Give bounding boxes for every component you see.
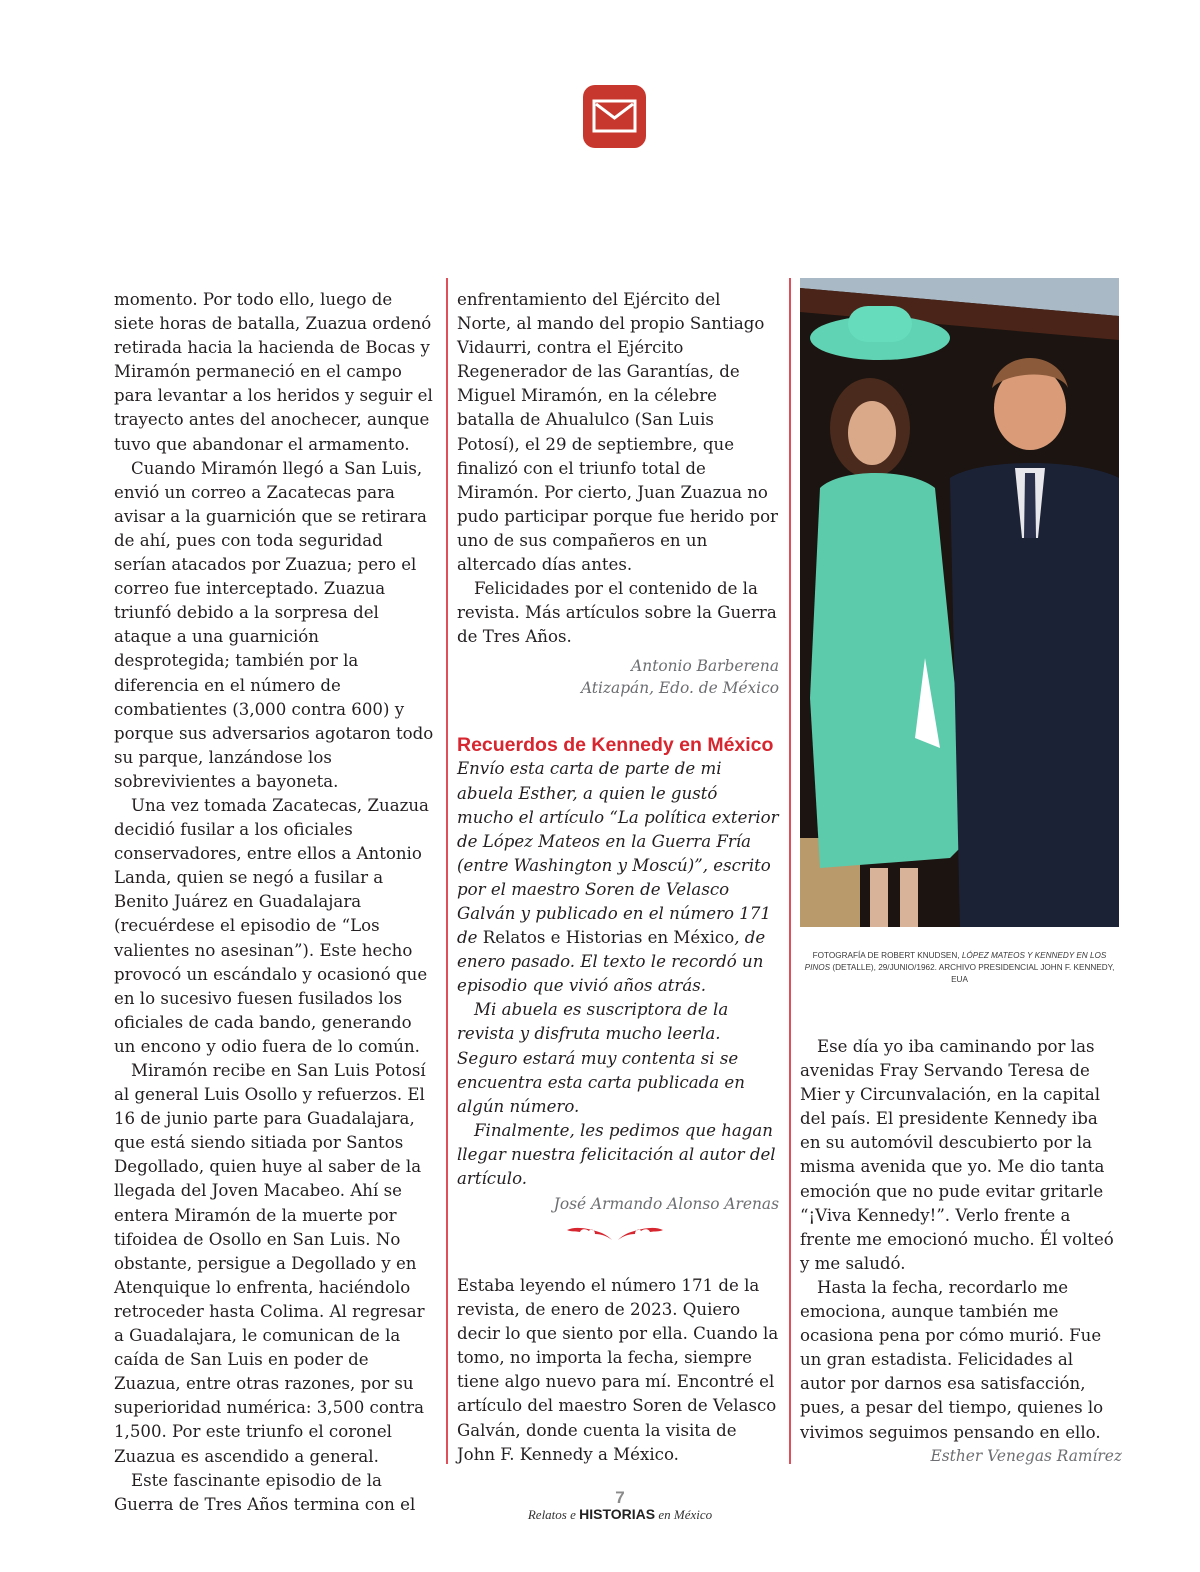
paragraph: Una vez tomada Zacatecas, Zuazua decidió fusilar a los oficiales conservadores, entre ellos a Antonio Landa, quien se negó a fusilar a Benito Juárez en Guadalajara (recuérdese el episodio de “Los valientes no asesinan”). Este hecho provocó un escándalo y ocasionó que en lo sucesivo fuesen fusilados los oficiales de cada bando, generando un encono y odio fuera de lo común. bbox=[114, 795, 429, 1056]
kennedy-photo bbox=[800, 278, 1119, 927]
paragraph: Finalmente, les pedimos que hagan llegar nuestra felicitación al autor del artículo. bbox=[457, 1120, 776, 1188]
text: en México bbox=[655, 1507, 713, 1522]
signature-name: Esther Venegas Ramírez bbox=[930, 1446, 1122, 1465]
letters-column-2 bbox=[457, 288, 779, 1215]
paragraph: Ese día yo iba caminando por las avenidas Fray Servando Teresa de Mier y Circunvalación, en la capital del país. El presidente Kennedy iba en su automóvil descubierto por la misma avenida que yo. Me dio tanta emoción que no pude evitar gritarle “¡Viva Kennedy!”. Verlo frente a frente me emocionó mucho. Él volteó y me saludó. bbox=[800, 1037, 1114, 1273]
column-divider bbox=[446, 278, 448, 1464]
page-number: 7 bbox=[615, 1488, 625, 1507]
signature-name: José Armando Alonso Arenas bbox=[553, 1195, 779, 1214]
photo-caption bbox=[800, 950, 1119, 986]
caption-text: (DETALLE), 29/JUNIO/1962. ARCHIVO PRESIDENCIAL JOHN F. KENNEDY, EUA bbox=[830, 963, 1115, 984]
paragraph: enfrentamiento del Ejército del Norte, al mando del propio Santiago Vidaurri, contra el Ejército Regenerador de las Garantías, de Miguel Miramón, en la célebre batalla de Ahualulco (San Luis Potosí), el 29 de septiembre, que finalizó con el triunfo total de Miramón. Por cierto, Juan Zuazua no pudo participar porque fue herido por uno de sus compañeros en un altercado días antes. bbox=[457, 290, 778, 575]
paragraph: Mi abuela es suscriptora de la revista y disfruta mucho leerla. Seguro estará muy contenta si se encuentra esta carta publicada en algún número. bbox=[457, 1000, 745, 1116]
paragraph: Cuando Miramón llegó a San Luis, envió un correo a Zacatecas para avisar a la guarnición que se retirara de ahí, pues con toda seguridad serían atacados por Zuazua; pero el correo fue interceptado. Zuazua triunfó debido a la sorpresa del ataque a una guarnición desprotegida; también por la diferencia en el número de combatientes (3,000 contra 600) y porque sus adversarios agotaron todo su parque, lanzándose los sobrevivientes a bayoneta. bbox=[114, 458, 434, 791]
paragraph bbox=[457, 757, 779, 998]
paragraph: Miramón recibe en San Luis Potosí al general Luis Osollo y refuerzos. El 16 de junio parte para Guadalajara, que está siendo sitiada por Santos Degollado, quien huye al saber de la llegada del Joven Macabeo. Ahí se entera Miramón de la muerte por tifoidea de Osollo en San Luis. No obstante, persigue a Degollado y en Atenquique lo enfrenta, haciéndolo retroceder hasta Colima. Al regresar a Guadalajara, le comunican de la caída de San Luis en poder de Zuazua, entre otras razones, por su superioridad numérica: 3,500 contra 1,500. Por este triunfo el coronel Zuazua es ascendido a general. bbox=[114, 1061, 426, 1466]
page-footer bbox=[500, 1490, 740, 1523]
text: Relatos e bbox=[527, 1507, 580, 1522]
magazine-title bbox=[500, 1506, 740, 1523]
text: HISTORIAS bbox=[579, 1506, 656, 1522]
article-column-1 bbox=[114, 288, 436, 1517]
letter-column-3 bbox=[800, 1035, 1122, 1467]
paragraph: Este fascinante episodio de la Guerra de Tres Años termina con el bbox=[114, 1470, 416, 1514]
paragraph: Hasta la fecha, recordarlo me emociona, aunque también me ocasiona pena por cómo murió. Fue un gran estadista. Felicidades al autor por darnos esa satisfacción, pues, a pesar del tiempo, quienes lo vivimos seguimos pensando en ello. bbox=[800, 1277, 1104, 1442]
caption-text: FOTOGRAFÍA DE ROBERT KNUDSEN, bbox=[812, 951, 962, 960]
paragraph: momento. Por todo ello, luego de siete horas de batalla, Zuazua ordenó retirada hacia la hacienda de Bocas y Miramón permaneció en el campo para levantar a los heridos y seguir el trayecto antes del anochecer, aunque tuvo que abandonar el armamento. bbox=[114, 290, 433, 454]
caption-title: LÓPEZ MATEOS Y KENNEDY EN LOS PINOS bbox=[804, 951, 1107, 972]
text: Envío esta carta de parte de mi abuela Esther, a quien le gustó mucho el artículo “La política exterior de López Mateos en la Guerra Fría (entre Washington y Moscú)”, escrito por el maestro Soren de Velasco Galván y publicado en el número 171 de bbox=[457, 759, 779, 948]
paragraph: Estaba leyendo el número 171 de la revista, de enero de 2023. Quiero decir lo que siento por ella. Cuando la tomo, no importa la fecha, siempre tiene algo nuevo para mí. Encontré el artículo del maestro Soren de Velasco Galván, donde cuenta la visita de John F. Kennedy a México. bbox=[457, 1276, 779, 1464]
text: , de enero pasado. El texto le recordó un episodio que vivió años atrás. bbox=[457, 928, 766, 996]
envelope-icon bbox=[583, 85, 646, 148]
letter-title: Recuerdos de Kennedy en México bbox=[457, 734, 774, 757]
signature-name: Antonio Barberena bbox=[631, 657, 779, 676]
paragraph: Felicidades por el contenido de la revista. Más artículos sobre la Guerra de Tres Años. bbox=[457, 579, 777, 647]
signature-place: Atizapán, Edo. de México bbox=[580, 679, 779, 698]
letter-continued bbox=[457, 1274, 779, 1467]
flourish-ornament-icon bbox=[565, 1224, 665, 1248]
column-divider bbox=[789, 278, 791, 1464]
magazine-name: Relatos e Historias en México bbox=[482, 928, 735, 948]
